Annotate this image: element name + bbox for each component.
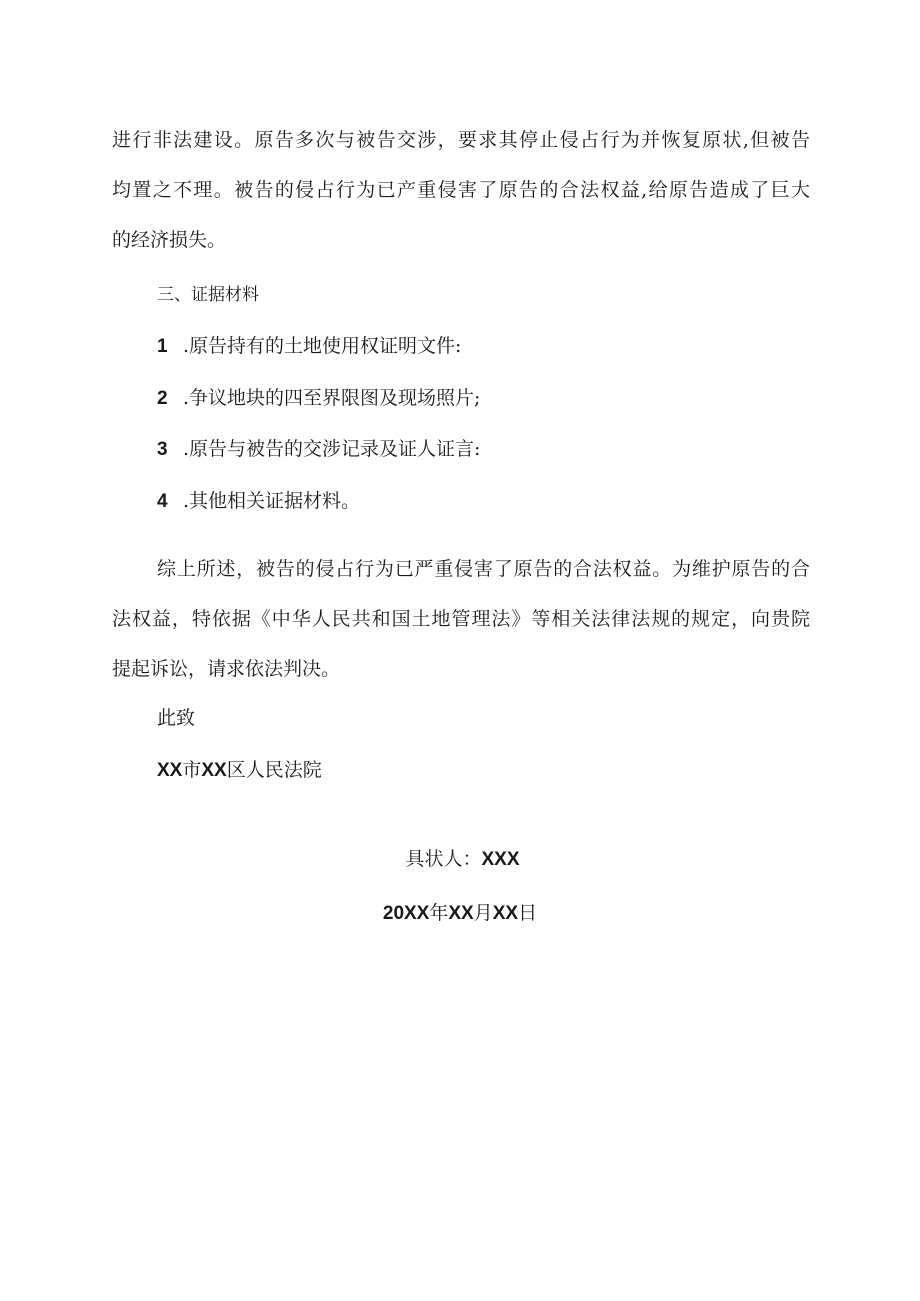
evidence-item: [157, 435, 810, 464]
paragraph-2-line-2: 法权益，特依据《中华人民共和国土地管理法》等相关法律法规的规定，向贵院: [112, 608, 810, 630]
court-city-placeholder: XX: [157, 760, 183, 781]
paragraph-1-line-2: 均置之不理。被告的侵占行为已产重侵害了原告的合法权益,给原告造成了巨大: [112, 179, 810, 201]
date-day: XX: [492, 903, 519, 924]
signature-name: XXX: [481, 849, 520, 870]
evidence-item: [157, 487, 810, 516]
court-city-suffix: 市: [182, 759, 202, 781]
paragraph-2-line-1: 综上所述，被告的侵占行为已严重侵害了原告的合法权益。为维护原告的合: [157, 558, 810, 580]
section-heading: 三、证据材料: [157, 285, 259, 305]
paragraph-1-line-1: 进行非法建设。原告多次与被告交涉，要求其停止侵占行为并恢复原状,但被告: [112, 129, 810, 151]
evidence-item-text: .争议地块的四至界限图及现场照片;: [183, 387, 481, 409]
evidence-item: [157, 332, 810, 361]
paragraph-1-line-3: 的经济损失。: [112, 229, 227, 251]
salutation: 此致: [157, 707, 196, 729]
court-district-suffix: 区人民法院: [226, 759, 322, 781]
date-day-unit: 日: [518, 902, 538, 924]
evidence-item-text: .原告持有的土地使用权证明文件:: [183, 335, 462, 357]
signature: [0, 845, 920, 874]
paragraph-2-line-3: 提起诉讼，请求依法判决。: [112, 658, 341, 680]
date-year-unit: 年: [429, 902, 449, 924]
evidence-item-number: 1: [157, 336, 168, 357]
signature-date: [0, 899, 920, 928]
evidence-item-number: 3: [157, 439, 168, 460]
evidence-item-text: .其他相关证据材料。: [183, 490, 361, 512]
signature-label: 具状人：: [405, 848, 482, 870]
evidence-item-text: .原告与被告的交涉记录及证人证言:: [183, 438, 481, 460]
evidence-item: [157, 384, 810, 413]
date-month: XX: [448, 903, 474, 924]
court-district-placeholder: XX: [201, 760, 227, 781]
court-name: [157, 756, 810, 785]
date-month-unit: 月: [473, 902, 493, 924]
date-year: 20XX: [382, 903, 430, 924]
evidence-item-number: 2: [157, 388, 168, 409]
evidence-item-number: 4: [157, 491, 168, 512]
